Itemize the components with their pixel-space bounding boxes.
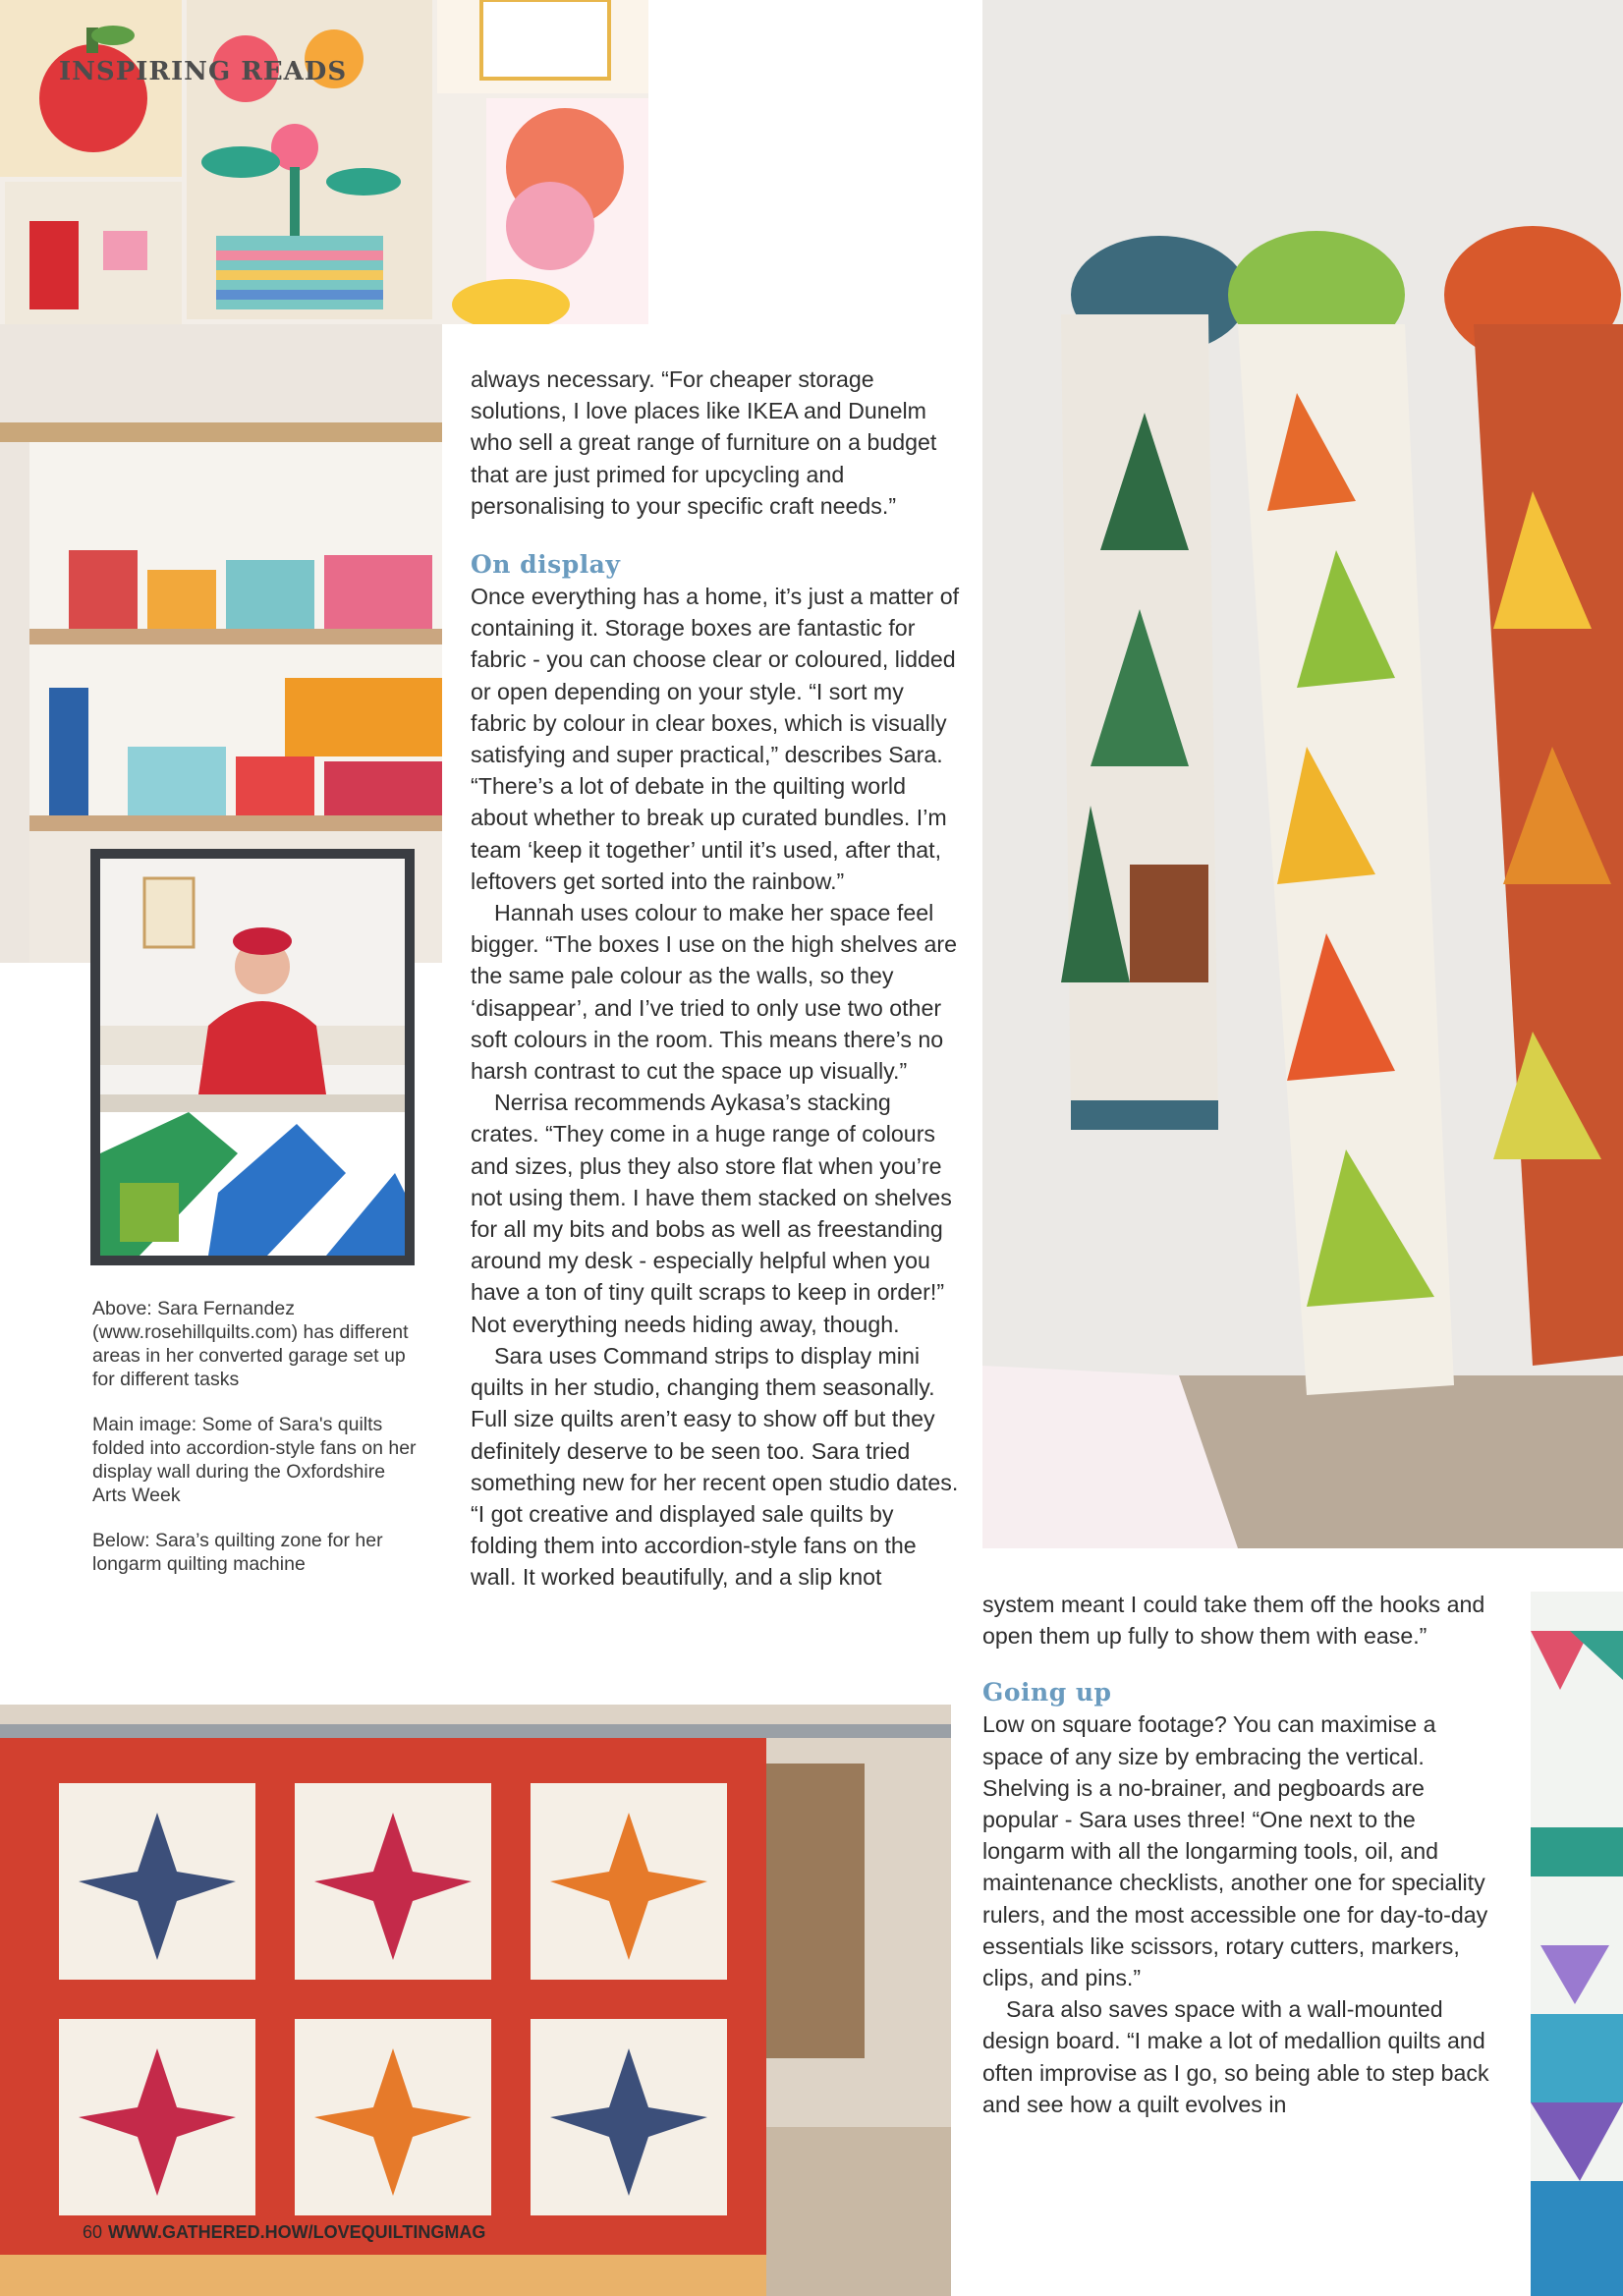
section-label: INSPIRING READS [59, 57, 348, 86]
mini-quilts-wall-photo [0, 0, 648, 324]
body-paragraph: Nerrisa recommends Aykasa’s stacking crates. “They come in a huge range of colours and sizes, plus they also store flat when you’re not using them. I have them stacked on shelves for all my bits and bobs as well as freestanding around my desk - especially helpful when you have a ton of tiny quilt scraps to keep in order!” Not everything needs hiding away, though. [471, 1090, 952, 1337]
quilt-detail-strip-photo [1531, 1592, 1623, 2296]
body-paragraph: always necessary. “For cheaper storage solutions, I love places like IKEA and Dunelm who sell a great range of furniture on a budget that are just primed for upcycling and personalising to your specific craft needs.” [471, 366, 937, 519]
mini-quilts-illustration [0, 0, 648, 324]
sara-portrait-photo [90, 849, 415, 1265]
accordion-quilts-main-photo [982, 0, 1623, 1548]
body-paragraph: Sara uses Command strips to display mini quilts in her studio, changing them seasonally. Full size quilts aren’t easy to show off but they definitely deserve to be seen too. Sara tried something new for her recent open studio dates. “I got creative and displayed sale quilts by folding them into accordion-style fans on the wall. It worked beautifully, and a slip knot [471, 1342, 959, 1591]
body-paragraph: Once everything has a home, it’s just a matter of containing it. Storage boxes are fantastic for fabric - you can choose clear or coloured, lidded or open depending on your style. “I sort my fabric by colour in clear boxes, which is visually satisfying and super practical,” describes Sara. “There’s a lot of debate in the quilting world about whether to break up curated bundles. I’m team ‘keep it together’ until it’s used, after that, leftovers get sorted into the rainbow.” [471, 584, 960, 894]
subheading-going-up: Going up [982, 1678, 1112, 1708]
photo-captions [92, 1297, 417, 1597]
subheading-on-display: On display [471, 550, 621, 580]
middle-text-column [471, 364, 962, 1594]
body-paragraph: Sara also saves space with a wall-mounted design board. “I make a lot of medallion quilts and often improvise as I go, so being able to step back and see how a quilt evolves in [982, 1996, 1489, 2117]
caption-above: Above: Sara Fernandez (www.rosehillquilts.com) has different areas in her converted garage set up for different tasks [92, 1298, 409, 1390]
quilt-strip-illustration [1531, 1592, 1623, 2296]
caption-below: Below: Sara’s quilting zone for her longarm quilting machine [92, 1530, 383, 1575]
body-paragraph: system meant I could take them off the hooks and open them up fully to show them with ease.” [982, 1592, 1485, 1650]
page-number: 60 [83, 2222, 103, 2242]
right-text-column [982, 1589, 1493, 2120]
body-paragraph: Low on square footage? You can maximise a space of any size by embracing the vertical. Shelving is a no-brainer, and pegboards are popular - Sara uses three! “One next to the longarm with all the longarming tools, oil, and maintenance checklists, another one for speciality rulers, and the most accessible one for day-to-day essentials like scissors, rotary cutters, markers, clips, and pins.” [982, 1711, 1488, 1991]
page-footer [83, 2222, 485, 2243]
sara-at-longarm-illustration [100, 859, 405, 1256]
longarm-quilting-zone-photo [0, 1705, 951, 2296]
longarm-quilt-illustration [0, 1705, 951, 2296]
caption-main-image: Main image: Some of Sara's quilts folded into accordion-style fans on her display wall during the Oxfordshire Arts Week [92, 1414, 417, 1506]
magazine-url[interactable]: WWW.GATHERED.HOW/LOVEQUILTINGMAG [108, 2222, 486, 2242]
accordion-quilts-illustration [982, 0, 1623, 1548]
body-paragraph: Hannah uses colour to make her space feel bigger. “The boxes I use on the high shelves are the same pale colour as the walls, so they ‘disappear’, and I’ve tried to only use two other soft colours in the room. This means there’s no harsh contrast to cut the space up visually.” [471, 900, 957, 1085]
